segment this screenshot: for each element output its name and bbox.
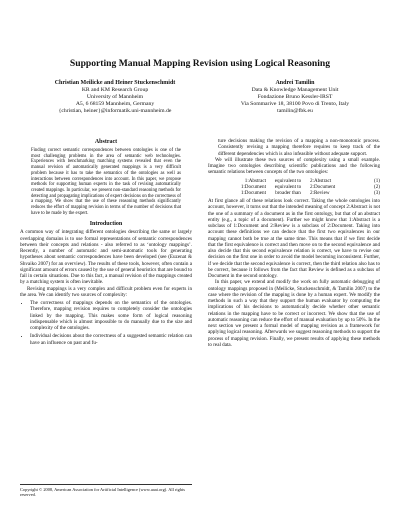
author-block-left [40,80,190,115]
author-affiliation: KR and KM Research Group [81,87,149,93]
formula-left-concept: 1:Abstract [244,177,266,184]
body-paragraph: In this paper, we extend and modify the work on fully automatic debugging of ontology mappings proposed in (Meilicke, Stuckenschmidt, & Tamilin 2007) to the case where the revision of the mapping is done by a human expert. We modify the methods in such a way that they support the human evaluator by computing the implications of his decisions to automatically decide whether other semantic relations in the mapping have to be correct or incorrect. We show that the use of automatic reasoning can reduce the effort of manual evaluation by up to 50%. In the next section we present a formal model of mapping revision as a framework for applying logical reasoning. Afterwards we suggest reasoning methods to support the process of mapping revision. Finally, we present results of applying these methods to real data. [208,279,380,348]
formula-right-concept: 2:Review [310,189,330,196]
intro-paragraph: Revising mappings is a very complex and difficult problem even for experts in the area. We can identify two sources of complexity: [20,285,192,298]
abstract-text: Finding correct semantic correspondences between ontologies is one of the most challenging problems in the area of semantic web technologies. Experiences with benchmarking matching systems revealed that even the manual revision of automatically generated mappings is a very difficult problem because it has to take the semantics of the ontologies as well as interactions between correspondences into account. In this paper, we propose methods for supporting human experts in the task of revising automatically created mappings. In particular, we present non-standard reasoning methods for detecting and propagating implications of expert decisions on the correctness of a mapping. We show that the use of these reasoning methods significantly reduces the effort of mapping revision in terms of the number of decisions that have to be made by the expert. [31,148,181,216]
abstract-heading: Abstract [94,139,118,145]
author-affiliation: Data & Knowledge Management Unit [251,87,339,93]
right-column [208,138,380,348]
author-email: {christian, heiner}@informatik.uni-mannheim.de [58,108,172,114]
body-paragraph: We will illustrate these two sources of complexity using a small example. Imagine two ontologies describing scientific publications and the following semantic relations between concepts of the two ontologies: [208,156,380,176]
list-item: • Individual decisions about the correctness of a suggested semantic relation can have an influence on past and fu- [30,333,192,346]
formula-right-concept: 2:Document [310,183,336,190]
formula-number: (3) [374,189,380,196]
author-address: A5, 6 68159 Mannheim, Germany [75,101,155,107]
author-names: Christian Meilicke and Heiner Stuckenschmidt [54,80,176,86]
formula-relation: broader than [275,189,301,196]
body-paragraph: At first glance all of these relations look correct. Taking the whole ontologies into account, however, it turns out that the intended meaning of concept 2:Abstract is not the one of a summary of a document as in the first ontology, but that of an abstract entity (e.g., a topic of a document). Further we might know that 1:Abstract is a subclass of 1:Document and 2:Review is a subclass of 2:Document. Taking into account these definitions we can deduce that the first two equivalences in our mapping cannot both be true at the same time. This means that if we first decide that the first equivalence is correct and then move on to the second equivalence and also decide that this second equivalence relation is correct, we have to revise our decision on the first one in order to avoid the model becoming inconsistent. Further, if we decide that the second equivalence is correct, then the third relation also has to be correct, because it follows from the fact that Review is defined as a subclass of Document in the second ontology. [208,198,380,280]
author-institution: Fondazione Bruno Kessler-IRST [257,94,333,100]
formula-number: (2) [374,183,380,190]
left-column [20,138,192,348]
mapping-formulas [208,178,380,197]
formula-left-concept: 1:Document [240,183,266,190]
formula-row [208,190,380,196]
section-heading-introduction: Introduction [89,221,123,228]
author-email: tamilin@fbk.eu [277,108,313,114]
formula-number: (1) [374,177,380,184]
formula-right-concept: 2:Abstract [310,177,332,184]
formula-relation: equivalent to [274,177,302,184]
paper-title: Supporting Manual Mapping Revision using Logical Reasoning [69,58,331,69]
author-address: Via Sommarive 18, 38100 Povo di Trento, Italy [240,101,350,107]
author-names: Andrei Tamilin [275,80,315,86]
complexity-list [20,300,192,346]
formula-relation: equivalent to [274,183,302,190]
copyright-footnote: Copyright © 2008, American Association for Artificial Intelligence (www.aaai.org). All rights reserved. [20,484,192,498]
author-institution: University of Mannheim [86,94,144,100]
list-item: • The correctness of mappings depends on the semantics of the ontologies. Therefore, mapping revision requires to completely consider the ontologies linked by the mapping. This makes some form of logical reasoning indispensable which is almost impossible to do manually due to the size and complexity of the ontologies. [30,300,192,331]
continued-bullet-text: ture decisions making the revision of a mapping a non-monotonic process. Consistently revising a mapping therefore requires to keep track of the different dependencies which is also infeasible without adequate support. [218,138,380,157]
author-block-right [215,80,375,115]
intro-paragraph: A common way of integrating different ontologies describing the same or largely overlapping domains is to use formal representations of semantic correspondences between their concepts and relations - also referred to as ‘ontology mappings’. Recently, a number of automatic and semi-automatic tools for generating hypotheses about semantic correspondences have been developed (see (Euzenat & Shvaiko 2007) for an overview). The results of these tools, however, often contain a significant amount of errors caused by the use of general heuristics that are bound to fail in certain situations. Due to this fact, a manual revision of the mappings created by a matching system is often inevitable. [20,229,193,286]
formula-left-concept: 1:Document [240,189,266,196]
